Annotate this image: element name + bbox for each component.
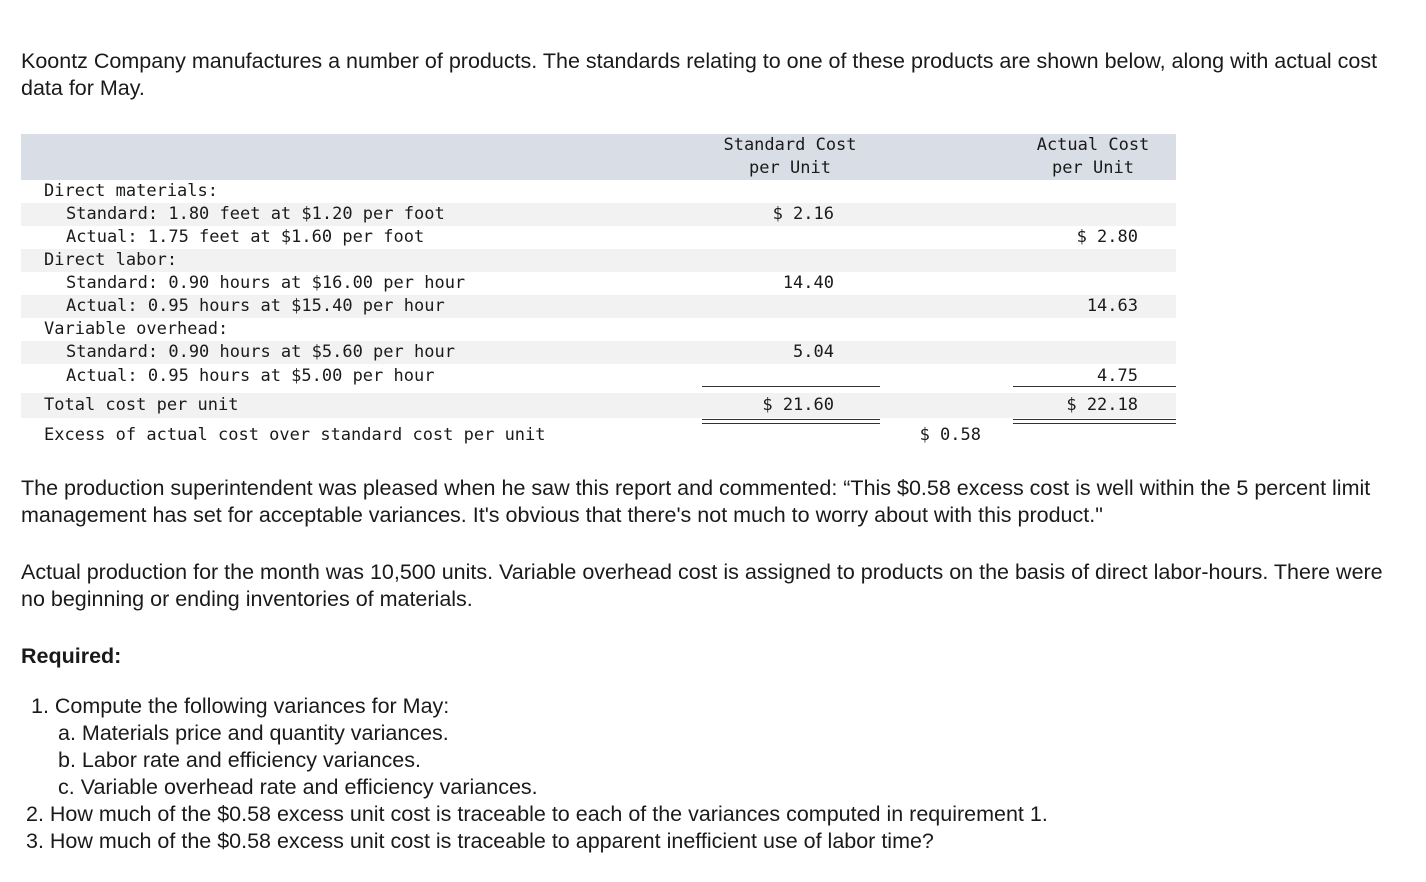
table-row	[21, 295, 1176, 318]
table-row	[21, 249, 1176, 272]
total-row	[21, 393, 1176, 418]
required-heading: Required:	[21, 644, 122, 668]
row-label: Actual: 0.95 hours at $5.00 per hour	[66, 366, 435, 386]
subtotal-rule-standard	[702, 386, 880, 387]
production-info-paragraph: Actual production for the month was 10,500 units. Variable overhead cost is assigned to products on the basis of direct labor-hours. There were no beginning or ending inventories of materials.	[21, 560, 1383, 611]
table-row	[21, 180, 1176, 203]
list-item: c. Variable overhead rate and efficiency variances.	[58, 775, 538, 799]
total-label: Total cost per unit	[44, 395, 239, 415]
excess-row	[21, 423, 1176, 447]
table-header	[21, 134, 1176, 180]
table-row	[21, 226, 1176, 249]
standard-cost-value: 5.04	[793, 342, 834, 362]
row-label: Standard: 0.90 hours at $16.00 per hour	[66, 273, 466, 293]
table-row	[21, 318, 1176, 341]
header-standard-line2: per Unit	[749, 158, 831, 178]
header-actual-line1: Actual Cost	[1036, 135, 1150, 155]
excess-value: $ 0.58	[919, 425, 981, 445]
total-standard-value: $ 21.60	[762, 395, 834, 415]
table-row	[21, 272, 1176, 295]
row-label: Direct materials:	[44, 181, 218, 201]
row-label: Standard: 1.80 feet at $1.20 per foot	[66, 204, 445, 224]
header-actual-line2: per Unit	[1052, 158, 1134, 178]
table-row	[21, 203, 1176, 226]
table-row	[21, 365, 1176, 388]
actual-cost-value: 4.75	[1097, 366, 1138, 386]
excess-label: Excess of actual cost over standard cost per unit	[44, 425, 546, 445]
intro-paragraph: Koontz Company manufactures a number of products. The standards relating to one of these products are shown below, along with actual cost data for May.	[21, 49, 1378, 100]
row-label: Actual: 0.95 hours at $15.40 per hour	[66, 296, 445, 316]
list-item: 3. How much of the $0.58 excess unit cost is traceable to apparent inefficient use of labor time?	[26, 829, 934, 853]
row-label: Direct labor:	[44, 250, 178, 270]
list-item: a. Materials price and quantity variances.	[58, 721, 449, 745]
header-standard-line1: Standard Cost	[723, 135, 857, 155]
subtotal-rule-actual	[1013, 386, 1176, 387]
standard-cost-value: $ 2.16	[772, 204, 834, 224]
total-actual-value: $ 22.18	[1066, 395, 1138, 415]
row-label: Variable overhead:	[44, 319, 229, 339]
standard-cost-value: 14.40	[782, 273, 834, 293]
row-label: Actual: 1.75 feet at $1.60 per foot	[66, 227, 425, 247]
list-item: 2. How much of the $0.58 excess unit cost is traceable to each of the variances computed in requirement 1.	[26, 802, 1048, 826]
actual-cost-value: 14.63	[1086, 296, 1138, 316]
superintendent-comment-paragraph: The production superintendent was pleased when he saw this report and commented: “This $0.58 excess cost is well within the 5 percent limit management has set for acceptable variances. It's obvious that there's not much to worry about with this product."	[21, 476, 1371, 527]
list-item: b. Labor rate and efficiency variances.	[58, 748, 421, 772]
actual-cost-value: $ 2.80	[1076, 227, 1138, 247]
table-row	[21, 341, 1176, 364]
required-list	[21, 693, 1411, 855]
list-item: 1. Compute the following variances for May:	[31, 694, 450, 718]
row-label: Standard: 0.90 hours at $5.60 per hour	[66, 342, 455, 362]
